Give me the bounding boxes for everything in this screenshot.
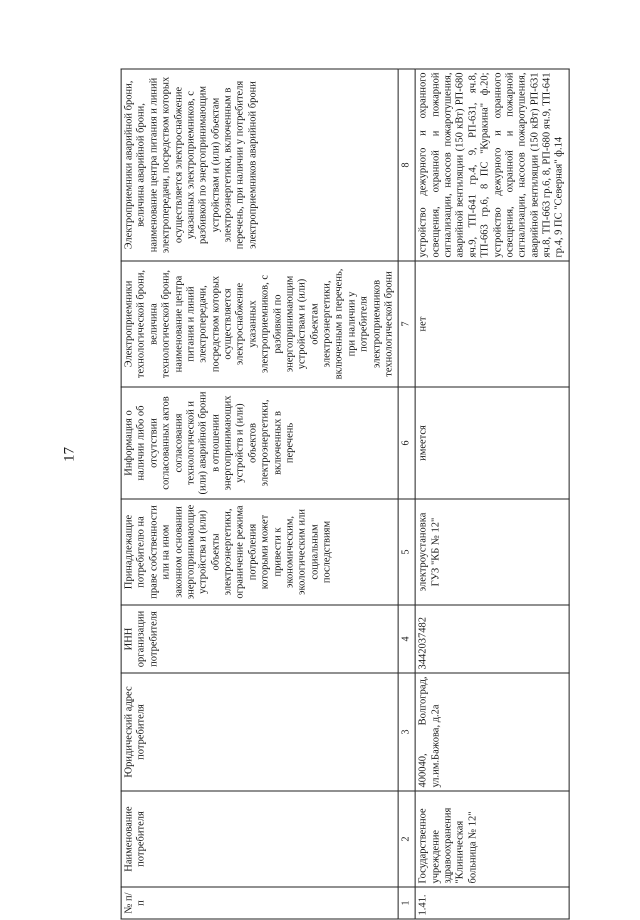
header-cell-installations: Принадлежащие потребителю на праве собственности или на ином законном основании энергопринимающие устройства и (или) объекты электроэнергетики, ограничение режима потребления которыми может привести к экономическим, экологическим или социальным последствиям [121,499,398,605]
row-number: 1.41. [415,887,569,919]
column-number: 7 [398,261,415,387]
consumer-inn: 3442037482 [415,605,569,673]
consumer-installations: электроустановка ГУЗ "КБ № 12" [415,499,569,605]
consumer-table [121,69,570,920]
column-number: 6 [398,387,415,499]
column-number: 1 [398,887,415,919]
column-number: 8 [398,69,415,261]
column-number-row [398,69,415,919]
header-cell-inn: ИНН организации потребителя [121,605,398,673]
header-cell-acts: Информация о наличии либо об отсутствии согласованных актов согласования технологической и (или) аварийной брони в отношении энергопринимающих устройств и (или) объектов электроэнергетики, включенных в перечень [121,387,398,499]
column-number: 3 [398,673,415,791]
column-number: 2 [398,791,415,887]
column-number: 4 [398,605,415,673]
technological-reserve: нет [415,261,569,387]
header-cell-num: № п/п [121,887,398,919]
header-cell-address: Юридический адрес потребителя [121,673,398,791]
table-row [415,69,569,919]
header-cell-name: Наименование потребителя [121,791,398,887]
page-number: 17 [61,447,78,462]
header-cell-tech-reserve: Электроприемники технологической брони, величина технологической брони, наименование центра питания и линий электропередачи, посредством которых осуществляется электроснабжение указанных электроприемников, с разбивкой по энергопринимающим устройствам и (или) объектам электроэнергетики, включенным в перечень, при наличии у потребителя электроприемников технологической брони [121,261,398,387]
emergency-reserve: устройство дежурного и охранного освещения, охранной и пожарной сигнализации, насосов пожаротушения, аварийной вентиляции (150 кВт) РП-680 яч.9, ТП-641 гр.4, 9, РП-631, яч.8, ТП-663 гр.6, 8 ПС "Куракина" ф.20; устройство дежурного и охранного освещения, охранной и пожарной сигнализации, насосов пожаротушения, аварийной вентиляции (150 кВт) РП-631 яч.8, ТП-663 гр.6, 8, РП-680 яч.9, ТП-641 гр.4, 9 ПС "Северная" ф.14 [415,69,569,261]
consumer-name: Государственное учреждение здравоохранения "Клиническая больница № 12" [415,791,569,887]
consumer-address: 400040, Волгоград, ул.им.Бажова, д.2а [415,673,569,791]
approval-acts: имеется [415,387,569,499]
header-row [121,69,398,919]
header-cell-emergency-reserve: Электроприемники аварийной брони, величина аварийной брони, наименование центра питания и линий электропередачи, посредством которых осуществляется электроснабжение указанных электроприемников, с разбивкой по энергопринимающим устройствам и (или) объектам электроэнергетики, включенным в перечень, при наличии у потребителя электроприемников аварийной брони [121,69,398,261]
column-number: 5 [398,499,415,605]
